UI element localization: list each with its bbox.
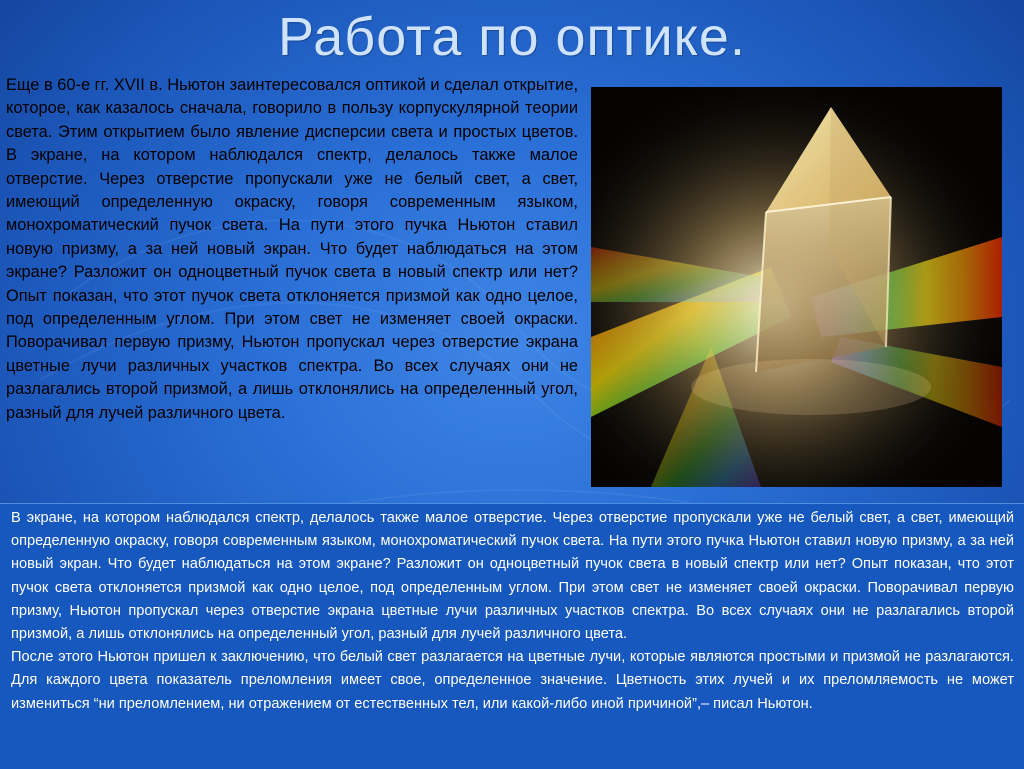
prism-photo: [591, 87, 1002, 487]
intro-paragraph: Еще в 60-е гг. XVII в. Ньютон заинтересовался оптикой и сделал открытие, которое, как казалось сначала, говорило в пользу корпускулярной теории света. Этим открытием было явление дисперсии света и простых цветов. В экране, на котором наблюдался спектр, делалось также малое отверстие. Через отверстие пропускали уже не белый свет, а свет, имеющий определенную окраску, говоря современным языком, монохроматический пучок света. На пути этого пучка Ньютон ставил новую призму, а за ней новый экран. Что будет наблюдаться на этом экране? Разложит он одноцветный пучок света в новый спектр или нет? Опыт показан, что этот пучок света отклоняется призмой как одно целое, под определенным углом. При этом свет не изменяет своей окраски. Поворачивал первую призму, Ньютон пропускал через отверстие экрана цветные лучи различных участков спектра. Во всех случаях они не разлагались второй призмой, а лишь отклонялись на определенный угол, разный для лучей различного цвета.: [6, 76, 578, 422]
slide-title: Работа по оптике.: [278, 7, 746, 67]
summary-paragraph-1: В экране, на котором наблюдался спектр, делалось также малое отверстие. Через отверстие пропускали уже не белый свет, а свет, имеющий определенную окраску, говоря современным языком, монохроматический пучок света. На пути этого пучка Ньютон ставил новую призму, а за ней новый экран. Что будет наблюдаться на этом экране? Разложит он одноцветный пучок света в новый спектр или нет? Опыт показан, что этот пучок света отклоняется призмой как одно целое, под определенным углом. При этом свет не изменяет своей окраски. Поворачивал первую призму, Ньютон пропускал через отверстие экрана цветные лучи различных участков спектра. Во всех случаях они не разлагались второй призмой, а лишь отклонялись на определенный угол, разный для лучей различного цвета.: [11, 510, 1014, 643]
prism-illustration: [591, 87, 1002, 487]
summary-text-box: [0, 503, 1024, 769]
summary-paragraph-2: После этого Ньютон пришел к заключению, что белый свет разлагается на цветные лучи, которые являются простыми и призмой не разлагаются. Для каждого цвета показатель преломления имеет свое, определенное значение. Цветность этих лучей и их преломляемость не может измениться “ни преломлением, ни отражением от естественных тел, или какой-либо иной причиной”,– писал Ньютон.: [11, 649, 1014, 712]
